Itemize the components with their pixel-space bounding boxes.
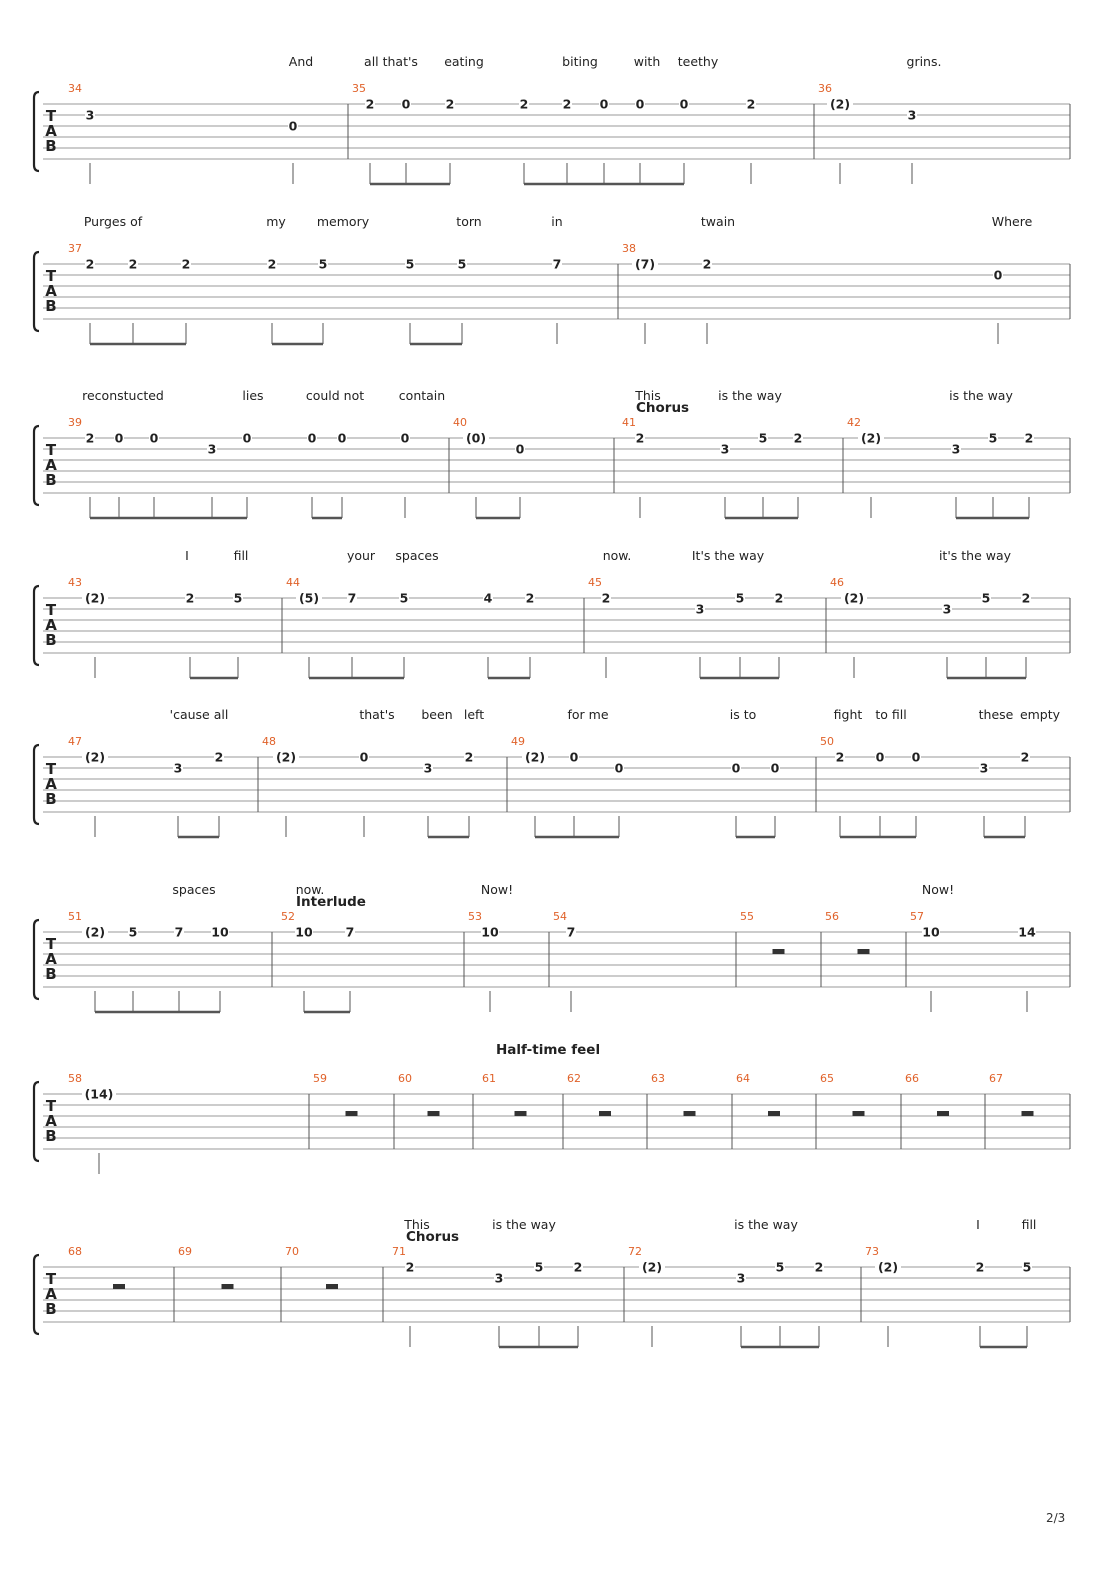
lyric-word: And [288,54,314,69]
measure [825,910,906,987]
measure [736,1072,816,1149]
system-bracket [34,586,39,665]
measure [651,1072,732,1149]
lyric-word: with [633,54,661,69]
measure [453,416,614,518]
fret-number: (2) [84,924,106,940]
measure-number: 56 [825,910,839,923]
fret-number: 2 [702,256,712,272]
fret-number: 0 [114,430,124,446]
fret-number: 2 [214,749,224,765]
measure-number: 49 [511,735,525,748]
fret-number: 3 [494,1270,504,1286]
fret-number: (2) [860,430,882,446]
tab-clef-letter: T [45,267,57,285]
fret-number: 0 [359,749,369,765]
tab-clef-letter: T [45,760,57,778]
tab-clef-letter: T [45,441,57,459]
measure-number: 44 [286,576,300,589]
whole-rest [346,1111,358,1116]
section-heading: Chorus [636,400,690,416]
fret-number: (2) [524,749,546,765]
system-bracket [34,745,39,824]
tab-system [34,214,1070,344]
measure [68,82,348,184]
tab-system [34,1042,1070,1174]
lyric-word: to fill [875,707,907,722]
tab-clef [45,107,57,155]
fret-number: 2 [128,256,138,272]
fret-number: 5 [399,590,409,606]
fret-number: 3 [173,760,183,776]
fret-number: 2 [635,430,645,446]
measure [847,416,1070,518]
fret-number: 2 [365,96,375,112]
measure [468,910,549,1012]
tab-system [34,548,1070,678]
fret-number: 2 [774,590,784,606]
tab-system [34,388,1070,518]
fret-number: (2) [84,749,106,765]
lyric-word: in [551,214,563,229]
fret-number: 10 [922,924,940,940]
fret-number: (2) [843,590,865,606]
fret-number: (2) [275,749,297,765]
tab-system [34,707,1070,837]
fret-number: 0 [337,430,347,446]
lyric-word: my [266,214,286,229]
system-bracket [34,920,39,999]
fret-number: 2 [814,1259,824,1275]
fret-number: 2 [1024,430,1034,446]
measure [622,242,1070,344]
fret-number: 2 [835,749,845,765]
fret-number: 2 [267,256,277,272]
lyric-word: torn [456,214,482,229]
fret-number: 0 [569,749,579,765]
fret-number: 5 [457,256,467,272]
tab-clef-letter: T [45,601,57,619]
lyric-word: been [421,707,453,722]
lyric-word: Purges of [83,214,143,229]
fret-number: 2 [525,590,535,606]
tab-clef-letter: B [45,965,57,983]
measure-number: 34 [68,82,82,95]
lyric-word: is the way [492,1217,556,1232]
fret-number: 3 [907,107,917,123]
measure-number: 38 [622,242,636,255]
fret-number: 2 [573,1259,583,1275]
tab-clef [45,601,57,649]
tab-clef-letter: T [45,107,57,125]
measure [830,576,1070,678]
measure-number: 63 [651,1072,665,1085]
measure [820,735,1070,837]
tab-clef-letter: A [45,282,57,300]
measure [588,576,826,678]
measure [68,910,272,1012]
fret-number: 2 [601,590,611,606]
section-heading: Interlude [296,894,366,910]
measure-number: 72 [628,1245,642,1258]
fret-number: 3 [979,760,989,776]
measure [68,576,282,678]
measure-number: 37 [68,242,82,255]
measure-number: 50 [820,735,834,748]
lyric-word: grins. [906,54,942,69]
lyric-word: This [404,1217,430,1232]
fret-number: 0 [679,96,689,112]
fret-number: 5 [233,590,243,606]
measure [313,1072,394,1149]
lyric-word: these [978,707,1014,722]
fret-number: 2 [746,96,756,112]
measure [262,735,507,837]
measure [910,910,1070,1012]
fret-number: 2 [519,96,529,112]
measure-number: 57 [910,910,924,923]
whole-rest [599,1111,611,1116]
fret-number: 4 [483,590,493,606]
system-bracket [34,252,39,331]
lyric-word: I [185,548,189,563]
tab-clef-letter: B [45,297,57,315]
lyric-word: left [463,707,485,722]
lyric-word: is the way [718,388,782,403]
measure [818,82,1070,184]
lyric-word: fill [233,548,249,563]
measure-number: 62 [567,1072,581,1085]
whole-rest [222,1284,234,1289]
measure [989,1072,1070,1149]
fret-number: 5 [128,924,138,940]
fret-number: 2 [975,1259,985,1275]
tab-clef [45,441,57,489]
fret-number: 2 [85,430,95,446]
whole-rest [853,1111,865,1116]
lyric-word: Now! [921,882,955,897]
fret-number: 0 [911,749,921,765]
measure-number: 52 [281,910,295,923]
fret-number: 7 [552,256,562,272]
fret-number: 2 [562,96,572,112]
fret-number: 5 [1022,1259,1032,1275]
measure-number: 59 [313,1072,327,1085]
measure [68,1245,174,1322]
measure-number: 67 [989,1072,1003,1085]
measure [392,1245,624,1347]
tab-clef [45,1097,57,1145]
measure-number: 55 [740,910,754,923]
lyric-word: now. [602,548,632,563]
lyric-word: memory [316,214,370,229]
measure [865,1245,1070,1347]
fret-number: (5) [298,590,320,606]
tab-clef-letter: T [45,1097,57,1115]
tab-clef-letter: B [45,471,57,489]
lyric-word: spaces [172,882,216,897]
fret-number: (7) [634,256,656,272]
tab-clef-letter: A [45,950,57,968]
whole-rest [1022,1111,1034,1116]
measure-number: 60 [398,1072,412,1085]
whole-rest [773,949,785,954]
measure-number: 39 [68,416,82,429]
tab-clef [45,760,57,808]
lyric-word: could not [305,388,365,403]
fret-number: (2) [829,96,851,112]
section-heading: Half-time feel [496,1042,601,1058]
fret-number: 5 [534,1259,544,1275]
fret-number: (2) [877,1259,899,1275]
lyric-word: that's [359,707,395,722]
lyric-word: I [976,1217,980,1232]
fret-number: 3 [695,601,705,617]
fret-number: 2 [1021,590,1031,606]
system-bracket [34,1255,39,1334]
lyric-word: eating [444,54,484,69]
whole-rest [768,1111,780,1116]
lyric-word: all that's [364,54,418,69]
system-bracket [34,1082,39,1161]
lyric-word: it's the way [938,548,1012,563]
fret-number: 14 [1018,924,1036,940]
fret-number: 5 [735,590,745,606]
measure [281,910,464,1012]
fret-number: 5 [775,1259,785,1275]
lyric-word: contain [398,388,446,403]
measure [511,735,816,837]
measure [286,576,584,678]
measure [68,416,449,518]
tab-clef-letter: B [45,1300,57,1318]
fret-number: 2 [405,1259,415,1275]
page-number: 2/3 [1046,1511,1066,1525]
lyric-word: now. [295,882,325,897]
fret-number: 5 [318,256,328,272]
fret-number: 0 [515,441,525,457]
lyric-word: spaces [395,548,439,563]
fret-number: 7 [566,924,576,940]
tab-clef-letter: B [45,1127,57,1145]
fret-number: 0 [288,118,298,134]
measure [68,735,258,837]
measure-number: 35 [352,82,366,95]
lyric-word: Now! [480,882,514,897]
fret-number: 2 [1020,749,1030,765]
fret-number: 7 [345,924,355,940]
fret-number: 0 [770,760,780,776]
tab-clef-letter: A [45,122,57,140]
fret-number: 0 [401,96,411,112]
measure-number: 43 [68,576,82,589]
fret-number: 3 [85,107,95,123]
fret-number: 2 [464,749,474,765]
fret-number: 0 [599,96,609,112]
lyric-word: fight [833,707,863,722]
lyric-word: your [346,548,376,563]
fret-number: 0 [307,430,317,446]
measure-number: 73 [865,1245,879,1258]
fret-number: 3 [207,441,217,457]
tab-clef-letter: A [45,456,57,474]
fret-number: 2 [181,256,191,272]
whole-rest [684,1111,696,1116]
tab-clef-letter: A [45,1112,57,1130]
measure-number: 40 [453,416,467,429]
fret-number: 0 [242,430,252,446]
measure [68,242,618,344]
measure [482,1072,563,1149]
tab-clef-letter: B [45,631,57,649]
measure [68,1072,309,1174]
measure [398,1072,473,1149]
tab-clef-letter: B [45,137,57,155]
measure-number: 42 [847,416,861,429]
fret-number: 10 [211,924,229,940]
fret-number: (2) [641,1259,663,1275]
fret-number: (0) [465,430,487,446]
fret-number: 3 [942,601,952,617]
fret-number: 0 [731,760,741,776]
fret-number: 2 [85,256,95,272]
lyric-word: Where [991,214,1033,229]
tab-system [34,54,1070,184]
fret-number: 10 [481,924,499,940]
lyric-word: empty [1019,707,1061,722]
whole-rest [113,1284,125,1289]
tab-clef-letter: T [45,935,57,953]
tab-clef-letter: B [45,790,57,808]
lyric-word: fill [1021,1217,1037,1232]
fret-number: 2 [445,96,455,112]
measure-number: 45 [588,576,602,589]
measure [567,1072,647,1149]
measure-number: 48 [262,735,276,748]
lyric-word: biting [562,54,598,69]
measure-number: 70 [285,1245,299,1258]
tab-clef-letter: T [45,1270,57,1288]
lyric-word: lies [242,388,264,403]
system-bracket [34,92,39,171]
measure [352,82,814,184]
fret-number: 5 [988,430,998,446]
measure-number: 36 [818,82,832,95]
tab-system [34,1217,1070,1347]
measure-number: 54 [553,910,567,923]
whole-rest [858,949,870,954]
measure [178,1245,281,1322]
fret-number: 3 [951,441,961,457]
fret-number: 0 [149,430,159,446]
measure-number: 65 [820,1072,834,1085]
tab-clef [45,935,57,983]
fret-number: 3 [720,441,730,457]
fret-number: 10 [295,924,313,940]
fret-number: 3 [423,760,433,776]
measure-number: 69 [178,1245,192,1258]
measure [820,1072,901,1149]
measure-number: 41 [622,416,636,429]
fret-number: 5 [405,256,415,272]
measure-number: 68 [68,1245,82,1258]
measure-number: 71 [392,1245,406,1258]
lyric-word: for me [567,707,609,722]
measure [905,1072,985,1149]
fret-number: 7 [347,590,357,606]
system-bracket [34,426,39,505]
measure-number: 51 [68,910,82,923]
lyric-word: It's the way [691,548,765,563]
fret-number: 0 [875,749,885,765]
fret-number: (2) [84,590,106,606]
lyric-word: teethy [677,54,719,69]
measure-number: 66 [905,1072,919,1085]
measure-number: 61 [482,1072,496,1085]
lyric-word: twain [700,214,736,229]
section-heading: Chorus [406,1229,460,1245]
whole-rest [326,1284,338,1289]
lyric-word: is the way [734,1217,798,1232]
lyric-word: This [635,388,661,403]
tab-clef-letter: A [45,1285,57,1303]
lyric-word: 'cause all [169,707,229,722]
measure [740,910,821,987]
fret-number: 7 [174,924,184,940]
fret-number: 0 [614,760,624,776]
whole-rest [937,1111,949,1116]
fret-number: (14) [84,1086,114,1102]
whole-rest [428,1111,440,1116]
tab-system [34,882,1070,1012]
fret-number: 0 [993,267,1003,283]
measure [553,910,736,1012]
fret-number: 2 [793,430,803,446]
measure-number: 58 [68,1072,82,1085]
measure [285,1245,383,1322]
tab-clef-letter: A [45,775,57,793]
lyric-word: reconstucted [82,388,164,403]
tab-clef [45,267,57,315]
tab-clef [45,1270,57,1318]
measure [622,416,843,518]
fret-number: 2 [185,590,195,606]
fret-number: 5 [758,430,768,446]
fret-number: 0 [635,96,645,112]
lyric-word: is to [729,707,757,722]
measure-number: 64 [736,1072,750,1085]
fret-number: 0 [400,430,410,446]
measure [628,1245,861,1347]
fret-number: 5 [981,590,991,606]
measure-number: 47 [68,735,82,748]
whole-rest [515,1111,527,1116]
lyric-word: is the way [949,388,1013,403]
measure-number: 46 [830,576,844,589]
fret-number: 3 [736,1270,746,1286]
measure-number: 53 [468,910,482,923]
tab-clef-letter: A [45,616,57,634]
